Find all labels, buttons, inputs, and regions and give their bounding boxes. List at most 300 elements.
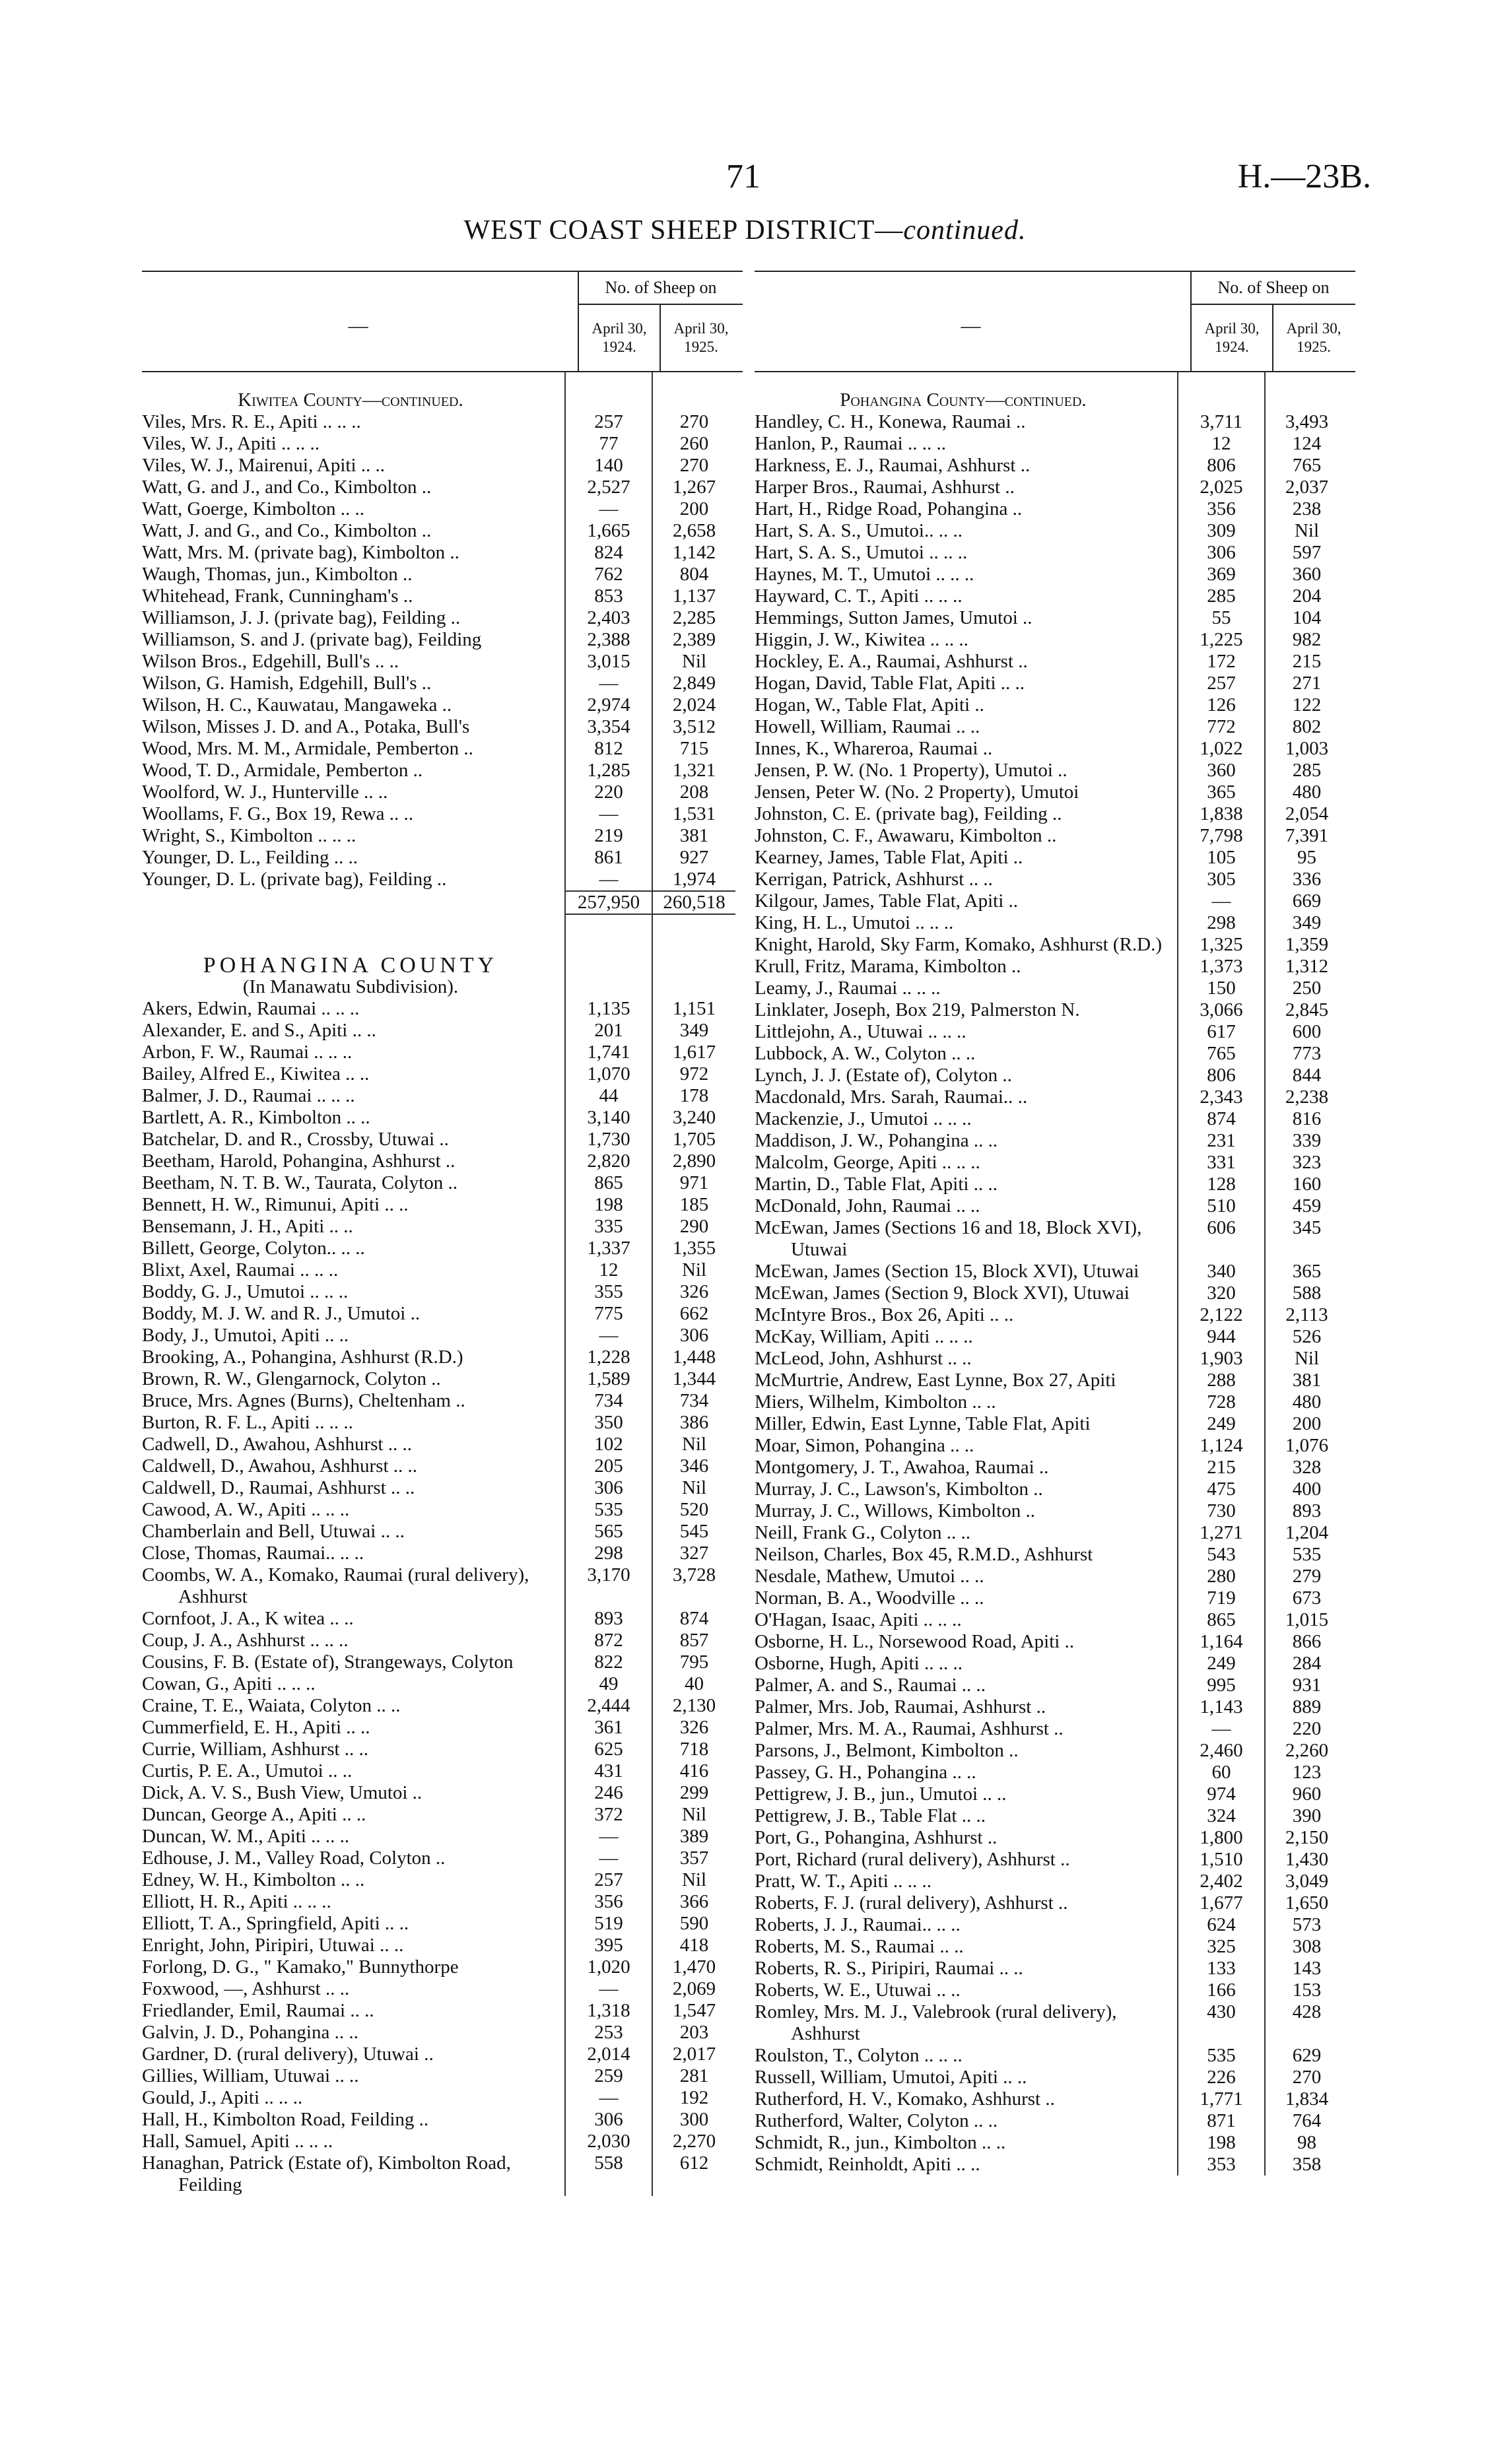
table-row: [142, 2065, 743, 2087]
sheep-1925: 612: [652, 2152, 735, 2196]
sheep-1924: 1,665: [564, 520, 652, 542]
sheep-1924: —: [564, 1978, 652, 2000]
table-row: [755, 1827, 1355, 1849]
sheep-1924: 126: [1177, 694, 1264, 716]
sheep-1924: 822: [564, 1651, 652, 1673]
owner-name: Waugh, Thomas, jun., Kimbolton ..: [142, 564, 413, 585]
sheep-1924: 1,325: [1177, 934, 1264, 956]
sheep-1925: 1,003: [1264, 738, 1348, 760]
sheep-1924: 734: [564, 1390, 652, 1412]
sheep-1924: 1,589: [564, 1368, 652, 1390]
sheep-1925: 185: [652, 1194, 735, 1216]
table-row: [755, 1980, 1355, 2001]
document-reference: H.—23B.: [1237, 158, 1371, 195]
owner-name: Lubbock, A. W., Colyton .. ..: [755, 1043, 976, 1064]
sheep-1925: 349: [1264, 912, 1348, 934]
sheep-1924: 806: [1177, 1065, 1264, 1086]
sheep-1924: 865: [1177, 1609, 1264, 1631]
owner-name: Cowan, G., Apiti .. .. ..: [142, 1673, 316, 1694]
owner-name: Viles, W. J., Mairenui, Apiti .. ..: [142, 455, 386, 476]
table-row: [142, 1564, 743, 1608]
owner-name: Watt, Goerge, Kimbolton .. ..: [142, 498, 365, 519]
owner-name: Caldwell, D., Raumai, Ashhurst .. ..: [142, 1477, 415, 1498]
table-row: [142, 651, 743, 673]
table-row: [142, 1347, 743, 1368]
sheep-1925: 270: [1264, 2067, 1348, 2088]
sheep-1924: 172: [1177, 651, 1264, 673]
owner-name: Norman, B. A., Woodville .. ..: [755, 1587, 984, 1609]
sheep-1925: 366: [652, 1891, 735, 1913]
sheep-1924: 1,164: [1177, 1631, 1264, 1653]
sheep-1924: 249: [1177, 1653, 1264, 1675]
sheep-1924: 356: [1177, 498, 1264, 520]
owner-name: Bensemann, J. H., Apiti .. ..: [142, 1216, 353, 1237]
sheep-1925: 893: [1264, 1500, 1348, 1522]
sheep-1925: 889: [1264, 1696, 1348, 1718]
sheep-1925: 200: [1264, 1413, 1348, 1435]
owner-name: Balmer, J. D., Raumai .. .. ..: [142, 1085, 355, 1106]
owner-name: Kerrigan, Patrick, Ashhurst .. ..: [755, 869, 993, 890]
owner-name: Miller, Edwin, East Lynne, Table Flat, Apiti: [755, 1413, 1091, 1434]
table-row: [142, 1020, 743, 1042]
owner-name: Parsons, J., Belmont, Kimbolton ..: [755, 1740, 1019, 1761]
sheep-1925: 1,015: [1264, 1609, 1348, 1631]
sheep-1925: 357: [652, 1848, 735, 1869]
table-row: [755, 912, 1355, 934]
sheep-1924: 2,402: [1177, 1871, 1264, 1892]
sheep-1925: 982: [1264, 629, 1348, 651]
sheep-1924: 719: [1177, 1587, 1264, 1609]
table-row: [142, 1630, 743, 1651]
table-row: [755, 1370, 1355, 1391]
sheep-1925: 931: [1264, 1675, 1348, 1696]
owner-name: King, H. L., Umutoi .. .. ..: [755, 912, 954, 933]
sheep-1925: Nil: [652, 651, 735, 673]
table-row: [142, 1978, 743, 2000]
sheep-1924: 166: [1177, 1980, 1264, 2001]
sheep-1925: Nil: [1264, 520, 1348, 542]
county-heading: Pohangina County—continued.: [840, 389, 1087, 411]
table-row: [755, 2001, 1355, 2045]
owner-name: Hanlon, P., Raumai .. .. ..: [755, 433, 946, 454]
owner-name: Williamson, J. J. (private bag), Feilding ..: [142, 607, 461, 628]
owner-name: McKay, William, Apiti .. .. ..: [755, 1326, 973, 1347]
owner-name: Wilson Bros., Edgehill, Bull's .. ..: [142, 651, 399, 672]
table-row: [755, 782, 1355, 803]
sheep-1924: 325: [1177, 1936, 1264, 1958]
owner-name: Blixt, Axel, Raumai .. .. ..: [142, 1259, 339, 1281]
sheep-1925: 299: [652, 1782, 735, 1804]
sheep-1925: 804: [652, 564, 735, 585]
empty-cell: [1177, 389, 1264, 411]
sheep-1924: 331: [1177, 1152, 1264, 1174]
owner-name: Johnston, C. F., Awawaru, Kimbolton ..: [755, 825, 1057, 846]
owner-name: Elliott, H. R., Apiti .. .. ..: [142, 1891, 331, 1912]
sheep-1925: 279: [1264, 1566, 1348, 1587]
county-subtitle: (In Manawatu Subdivision).: [242, 976, 459, 997]
table-row: [142, 1760, 743, 1782]
sheep-1925: 270: [652, 455, 735, 477]
county-heading-row: [755, 389, 1355, 411]
sheep-1924: 2,527: [564, 477, 652, 498]
sheep-1925: 2,113: [1264, 1304, 1348, 1326]
total-label: [142, 890, 564, 915]
sheep-1924: 305: [1177, 869, 1264, 890]
owner-name: Malcolm, George, Apiti .. .. ..: [755, 1152, 980, 1173]
sheep-1924: 306: [564, 2109, 652, 2131]
table-row: [142, 542, 743, 564]
table-row: [142, 1869, 743, 1891]
table-row: [755, 2132, 1355, 2154]
table-row: [755, 1326, 1355, 1348]
table-row: [142, 998, 743, 1020]
sheep-1925: 764: [1264, 2110, 1348, 2132]
sheep-1924: 1,228: [564, 1347, 652, 1368]
sheep-1925: 360: [1264, 564, 1348, 585]
table-row: [755, 651, 1355, 673]
table-row: [755, 1479, 1355, 1500]
table-row: [755, 1696, 1355, 1718]
table-row: [755, 1108, 1355, 1130]
owner-name: Macdonald, Mrs. Sarah, Raumai.. ..: [755, 1086, 1028, 1108]
sheep-1924: 806: [1177, 455, 1264, 477]
owner-name: Krull, Fritz, Marama, Kimbolton ..: [755, 956, 1021, 977]
sheep-1924: 105: [1177, 847, 1264, 869]
owner-name: Hart, S. A. S., Umutoi .. .. ..: [755, 542, 968, 563]
sheep-1925: 662: [652, 1303, 735, 1325]
table-row: [755, 629, 1355, 651]
table-row: [755, 694, 1355, 716]
owner-name: Nesdale, Mathew, Umutoi .. ..: [755, 1566, 984, 1587]
table-row: [755, 1500, 1355, 1522]
owner-name: Currie, William, Ashhurst .. ..: [142, 1739, 369, 1760]
sheep-1924: 288: [1177, 1370, 1264, 1391]
sheep-1924: 2,444: [564, 1695, 652, 1717]
owner-name: Cawood, A. W., Apiti .. .. ..: [142, 1499, 350, 1520]
owner-name: Osborne, H. L., Norsewood Road, Apiti ..: [755, 1631, 1075, 1652]
owner-name: Boddy, G. J., Umutoi .. .. ..: [142, 1281, 349, 1302]
table-row: [142, 1303, 743, 1325]
owner-name: Wright, S., Kimbolton .. .. ..: [142, 825, 356, 846]
owner-name: Viles, Mrs. R. E., Apiti .. .. ..: [142, 411, 361, 432]
sheep-1925: Nil: [652, 1477, 735, 1499]
table-row: [142, 1499, 743, 1521]
sheep-1925: 386: [652, 1412, 735, 1434]
sheep-1925: 7,391: [1264, 825, 1348, 847]
owner-name: Wilson, H. C., Kauwatau, Mangaweka ..: [142, 694, 452, 716]
table-row: [755, 1522, 1355, 1544]
left-table-body: [142, 372, 743, 2196]
sheep-1925: 1,547: [652, 2000, 735, 2022]
owner-name: Akers, Edwin, Raumai .. .. ..: [142, 998, 360, 1019]
owner-name: McIntyre Bros., Box 26, Apiti .. ..: [755, 1304, 1014, 1325]
sheep-1925: 308: [1264, 1936, 1348, 1958]
sheep-1924: 1,318: [564, 2000, 652, 2022]
empty-cell: [652, 389, 735, 411]
table-row: [755, 2110, 1355, 2132]
sheep-1925: 3,049: [1264, 1871, 1348, 1892]
sheep-1924: 1,510: [1177, 1849, 1264, 1871]
table-row: [142, 629, 743, 651]
owner-name: Schmidt, R., jun., Kimbolton .. ..: [755, 2132, 1006, 2153]
sheep-1925: 2,845: [1264, 999, 1348, 1021]
sheep-1925: 326: [652, 1717, 735, 1739]
table-row: [755, 1762, 1355, 1783]
owner-name: Watt, G. and J., and Co., Kimbolton ..: [142, 477, 432, 498]
sheep-1924: 309: [1177, 520, 1264, 542]
owner-name: Palmer, Mrs. M. A., Raumai, Ashhurst ..: [755, 1718, 1064, 1739]
owner-name: Forlong, D. G., " Kamako," Bunnythorpe: [142, 1956, 459, 1978]
table-row: [755, 433, 1355, 455]
owner-name: Howell, William, Raumai .. ..: [755, 716, 980, 737]
owner-name: Johnston, C. E. (private bag), Feilding ..: [755, 803, 1062, 824]
sheep-1925: 281: [652, 2065, 735, 2087]
sheep-1924: 543: [1177, 1544, 1264, 1566]
sheep-1924: 1,225: [1177, 629, 1264, 651]
table-row: [755, 1195, 1355, 1217]
sheep-1924: —: [1177, 890, 1264, 912]
sheep-1925: 1,142: [652, 542, 735, 564]
sheep-1925: 773: [1264, 1043, 1348, 1065]
sheep-1924: 2,974: [564, 694, 652, 716]
table-row: [142, 1826, 743, 1848]
table-row: [142, 1739, 743, 1760]
sheep-1925: 3,512: [652, 716, 735, 738]
table-row: [142, 1673, 743, 1695]
county-heading: Kiwitea County—continued.: [238, 389, 463, 411]
sheep-1924: 128: [1177, 1174, 1264, 1195]
sheep-1924: 320: [1177, 1282, 1264, 1304]
sheep-1925: 300: [652, 2109, 735, 2131]
table-row: [142, 1891, 743, 1913]
owner-name: Hart, S. A. S., Umutoi.. .. ..: [755, 520, 963, 541]
sheep-1925: 2,069: [652, 1978, 735, 2000]
table-row: [755, 1740, 1355, 1762]
sheep-1925: 2,260: [1264, 1740, 1348, 1762]
sheep-1925: 718: [652, 1739, 735, 1760]
owner-name: Handley, C. H., Konewa, Raumai ..: [755, 411, 1026, 432]
header-dash: —: [348, 315, 368, 337]
table-row: [142, 1129, 743, 1150]
table-row: [755, 978, 1355, 999]
owner-name: Passey, G. H., Pohangina .. ..: [755, 1762, 976, 1783]
sheep-1924: 974: [1177, 1783, 1264, 1805]
table-row: [142, 2131, 743, 2152]
table-row: [142, 738, 743, 760]
sheep-1924: 1,070: [564, 1063, 652, 1085]
owner-name: Cummerfield, E. H., Apiti .. ..: [142, 1717, 370, 1738]
sheep-1924: 728: [1177, 1391, 1264, 1413]
sheep-1924: 231: [1177, 1130, 1264, 1152]
sheep-1925: 290: [652, 1216, 735, 1238]
table-row: [755, 1849, 1355, 1871]
owner-name: Jensen, Peter W. (No. 2 Property), Umutoi: [755, 782, 1079, 803]
sheep-1924: 280: [1177, 1566, 1264, 1587]
table-row: [755, 1261, 1355, 1282]
table-row: [755, 1174, 1355, 1195]
sheep-1924: 205: [564, 1455, 652, 1477]
sheep-1924: 2,122: [1177, 1304, 1264, 1326]
sheep-1924: —: [564, 1826, 652, 1848]
sheep-1925: 271: [1264, 673, 1348, 694]
sheep-1924: 257: [1177, 673, 1264, 694]
sheep-1925: 346: [652, 1455, 735, 1477]
left-table: [142, 271, 743, 2196]
sheep-1925: 381: [1264, 1370, 1348, 1391]
empty-cell: [564, 389, 652, 411]
sheep-1925: 715: [652, 738, 735, 760]
sheep-1924: 617: [1177, 1021, 1264, 1043]
sheep-1925: 123: [1264, 1762, 1348, 1783]
table-row: [755, 1805, 1355, 1827]
sheep-1924: 1,741: [564, 1042, 652, 1063]
owner-name: Innes, K., Whareroa, Raumai ..: [755, 738, 993, 759]
owner-name: Roberts, W. E., Utuwai .. ..: [755, 1980, 961, 2001]
table-row: [755, 542, 1355, 564]
header-col-1924: April 30, 1924.: [1190, 304, 1272, 371]
table-row: [755, 1892, 1355, 1914]
sheep-1924: 872: [564, 1630, 652, 1651]
table-row: [142, 477, 743, 498]
owner-name: McEwan, James (Section 9, Block XVI), Utuwai: [755, 1282, 1130, 1304]
owner-name: Wilson, G. Hamish, Edgehill, Bull's ..: [142, 673, 432, 694]
table-header: [755, 271, 1355, 372]
owner-name: Littlejohn, A., Utuwai .. .. ..: [755, 1021, 966, 1042]
owner-name: Russell, William, Umutoi, Apiti .. ..: [755, 2067, 1027, 2088]
sheep-1924: 285: [1177, 585, 1264, 607]
owner-name: Kilgour, James, Table Flat, Apiti ..: [755, 890, 1019, 912]
owner-name: Miers, Wilhelm, Kimbolton .. ..: [755, 1391, 996, 1413]
sheep-1924: 995: [1177, 1675, 1264, 1696]
table-row: [142, 1956, 743, 1978]
table-row: [142, 1063, 743, 1085]
sheep-1924: 1,271: [1177, 1522, 1264, 1544]
blank-row: [142, 915, 743, 954]
blank: [142, 372, 564, 389]
sheep-1924: 219: [564, 825, 652, 847]
owner-name: Younger, D. L. (private bag), Feilding ..: [142, 869, 447, 890]
sheep-1925: 326: [652, 1281, 735, 1303]
table-row: [142, 564, 743, 585]
sheep-1924: 519: [564, 1913, 652, 1935]
sheep-1925: Nil: [652, 1259, 735, 1281]
sheep-1924: 893: [564, 1608, 652, 1630]
sheep-1925: 220: [1264, 1718, 1348, 1740]
owner-name: Craine, T. E., Waiata, Colyton .. ..: [142, 1695, 401, 1716]
owner-name: Leamy, J., Raumai .. .. ..: [755, 978, 941, 999]
owner-name: Watt, Mrs. M. (private bag), Kimbolton ..: [142, 542, 459, 563]
table-row: [755, 498, 1355, 520]
sheep-1925: 874: [652, 1608, 735, 1630]
sheep-1925: 2,037: [1264, 477, 1348, 498]
owner-name: Enright, John, Piripiri, Utuwai .. ..: [142, 1935, 404, 1956]
table-row: [142, 1455, 743, 1477]
table-row: [142, 498, 743, 520]
owner-name: McEwan, James (Section 15, Block XVI), Utuwai: [755, 1261, 1139, 1282]
owner-name: Hart, H., Ridge Road, Pohangina ..: [755, 498, 1023, 519]
owner-name: Neill, Frank G., Colyton .. ..: [755, 1522, 971, 1543]
sheep-1924: 1,903: [1177, 1348, 1264, 1370]
sheep-1925: 389: [652, 1826, 735, 1848]
owner-name: Boddy, M. J. W. and R. J., Umutoi ..: [142, 1303, 421, 1324]
table-row: [142, 1782, 743, 1804]
owner-name: Osborne, Hugh, Apiti .. .. ..: [755, 1653, 963, 1674]
sheep-1924: 1,285: [564, 760, 652, 782]
total-row: [142, 890, 743, 915]
table-row: [755, 411, 1355, 433]
sheep-1924: 1,143: [1177, 1696, 1264, 1718]
owner-name: Roberts, F. J. (rural delivery), Ashhurst ..: [755, 1892, 1068, 1914]
sheep-1925: 2,890: [652, 1150, 735, 1172]
table-row: [755, 934, 1355, 956]
sheep-1924: 535: [564, 1499, 652, 1521]
sheep-1924: 259: [564, 2065, 652, 2087]
sheep-1925: 816: [1264, 1108, 1348, 1130]
sheep-1924: 565: [564, 1521, 652, 1543]
sheep-1925: 98: [1264, 2132, 1348, 2154]
sheep-1925: 3,728: [652, 1564, 735, 1608]
table-row: [142, 694, 743, 716]
owner-name: Hogan, David, Table Flat, Apiti .. ..: [755, 673, 1025, 694]
table-row: [755, 1871, 1355, 1892]
owner-name: Knight, Harold, Sky Farm, Komako, Ashhurst (R.D.): [755, 934, 1163, 955]
sheep-1924: 298: [1177, 912, 1264, 934]
header-dash: —: [961, 315, 981, 337]
table-row: [755, 1217, 1355, 1261]
empty-cell: [652, 372, 735, 389]
sheep-1924: 3,015: [564, 651, 652, 673]
table-row: [755, 1065, 1355, 1086]
sheep-1924: 372: [564, 1804, 652, 1826]
sheep-1924: 353: [1177, 2154, 1264, 2176]
owner-name: Wood, T. D., Armidale, Pemberton ..: [142, 760, 423, 781]
sheep-1924: 3,170: [564, 1564, 652, 1608]
owner-name: Lynch, J. J. (Estate of), Colyton ..: [755, 1065, 1012, 1086]
owner-name: Curtis, P. E. A., Umutoi .. ..: [142, 1760, 353, 1781]
sheep-1924: 49: [564, 1673, 652, 1695]
sheep-1925: 2,849: [652, 673, 735, 694]
table-row: [755, 1282, 1355, 1304]
owner-name: Younger, D. L., Feilding .. ..: [142, 847, 358, 868]
sheep-1925: Nil: [652, 1869, 735, 1891]
owner-name: Alexander, E. and S., Apiti .. ..: [142, 1020, 376, 1041]
owner-name: Moar, Simon, Pohangina .. ..: [755, 1435, 974, 1456]
sheep-1924: 7,798: [1177, 825, 1264, 847]
table-row: [142, 1150, 743, 1172]
table-row: [755, 1653, 1355, 1675]
table-row: [142, 1434, 743, 1455]
sheep-1924: 2,025: [1177, 477, 1264, 498]
table-row: [142, 1651, 743, 1673]
sheep-1924: 257: [564, 1869, 652, 1891]
empty-cell: [564, 976, 652, 998]
sheep-1925: 203: [652, 2022, 735, 2044]
sheep-1924: 624: [1177, 1914, 1264, 1936]
owner-name: Edney, W. H., Kimbolton .. ..: [142, 1869, 365, 1890]
sheep-1925: 381: [652, 825, 735, 847]
sheep-1924: 853: [564, 585, 652, 607]
owner-name: Bartlett, A. R., Kimbolton .. ..: [142, 1107, 370, 1128]
owner-name: Port, G., Pohangina, Ashhurst ..: [755, 1827, 998, 1848]
sheep-1924: 1,022: [1177, 738, 1264, 760]
sheep-1925: 734: [652, 1390, 735, 1412]
sheep-1925: 260: [652, 433, 735, 455]
owner-name: Hockley, E. A., Raumai, Ashhurst ..: [755, 651, 1028, 672]
sheep-1924: 535: [1177, 2045, 1264, 2067]
owner-name: Murray, J. C., Willows, Kimbolton ..: [755, 1500, 1035, 1521]
sheep-1924: —: [564, 673, 652, 694]
table-row: [142, 2087, 743, 2109]
